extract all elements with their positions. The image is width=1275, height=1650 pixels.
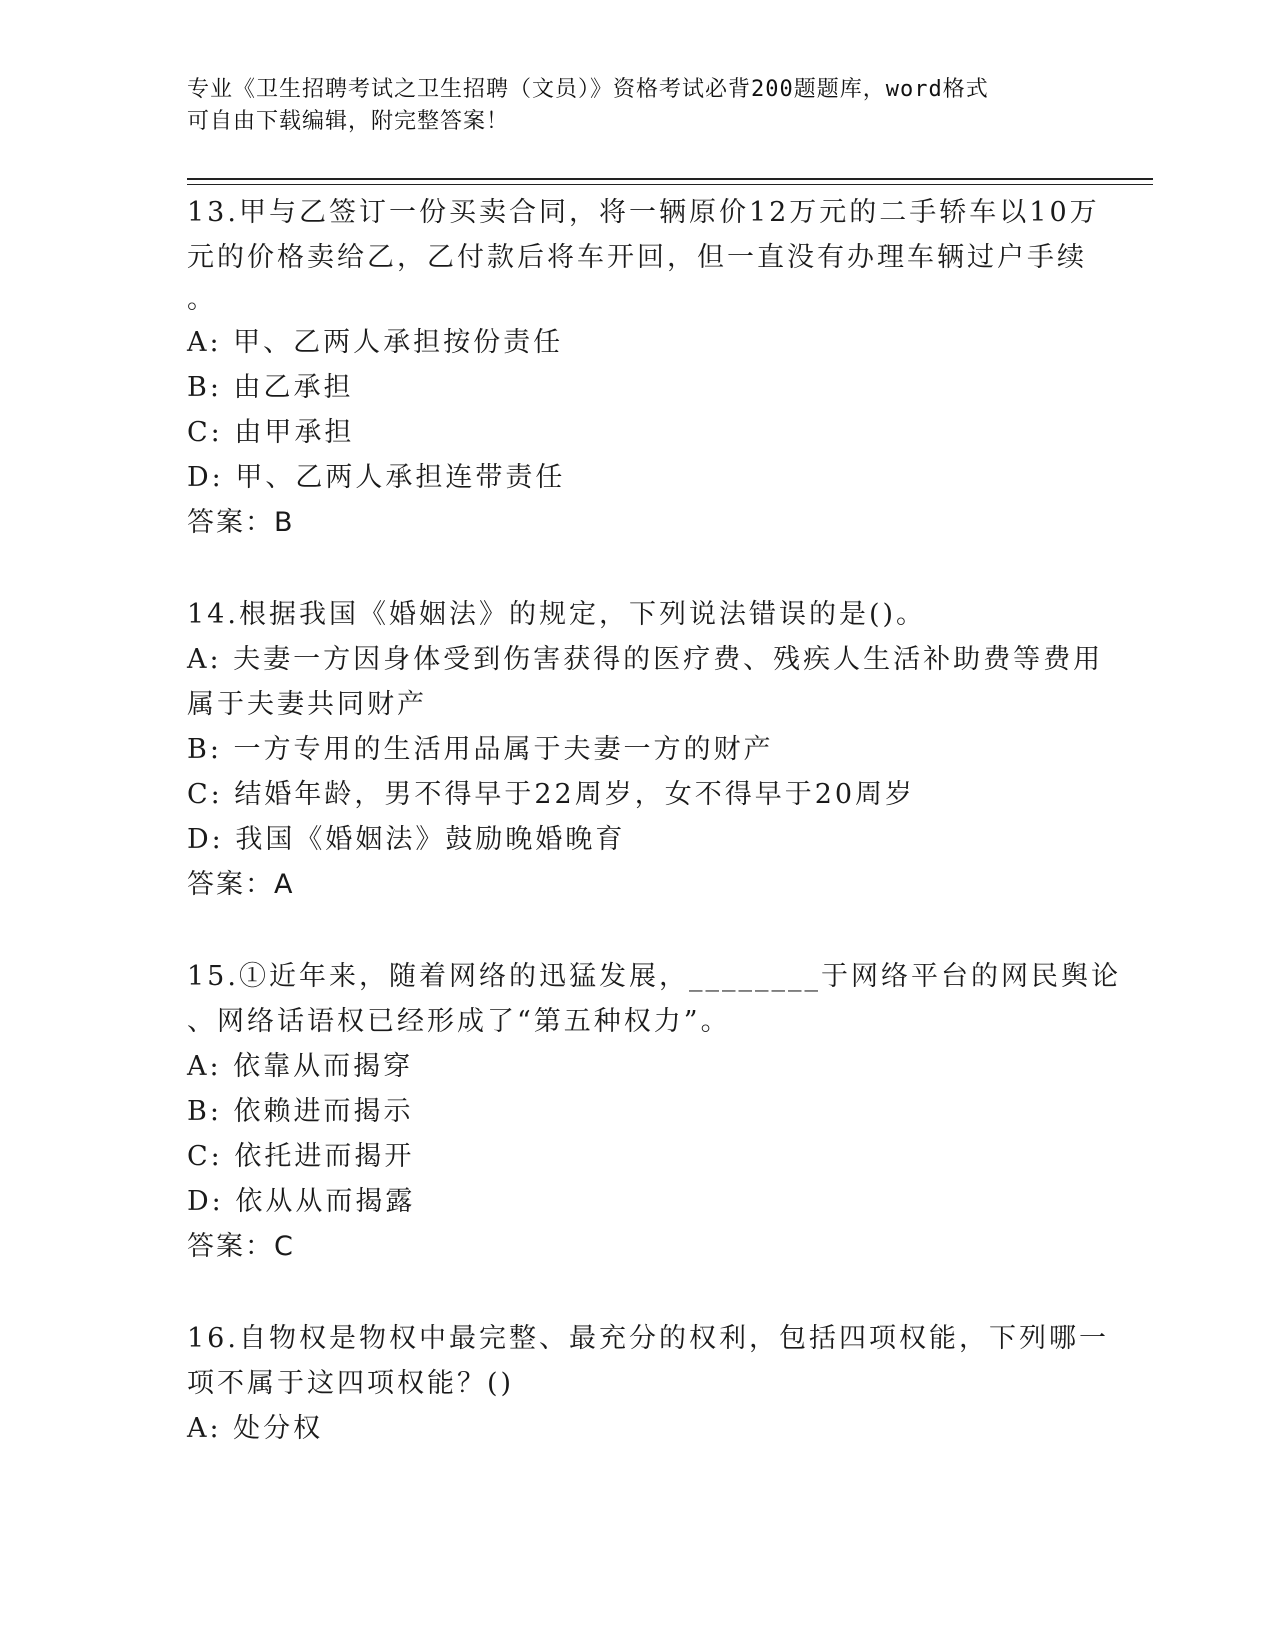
option-c: C: 结婚年龄，男不得早于22周岁，女不得早于20周岁 (187, 779, 916, 810)
header-line-2: 可自由下载编辑，附完整答案！ (187, 109, 510, 134)
question-stem-line: 14.根据我国《婚姻法》的规定，下列说法错误的是()。 (187, 599, 927, 630)
answer-label: 答案：B (187, 507, 295, 538)
option-a: A: 甲、乙两人承担按份责任 (187, 327, 564, 358)
option-c: C: 由甲承担 (187, 417, 355, 448)
question-stem-line: 15.①近年来，随着网络的迅猛发展，________于网络平台的网民舆论 (187, 961, 1121, 992)
question-14 (187, 592, 1104, 907)
question-list (187, 190, 1121, 1451)
option-a: A: 依靠从而揭穿 (187, 1051, 414, 1082)
document-header (187, 74, 1067, 138)
option-b: B: 一方专用的生活用品属于夫妻一方的财产 (187, 734, 774, 765)
option-d: D: 依从从而揭露 (187, 1186, 416, 1217)
option-b: B: 依赖进而揭示 (187, 1096, 414, 1127)
header-rule-thin (187, 184, 1153, 185)
answer-label: 答案：A (187, 869, 295, 900)
option-b: B: 由乙承担 (187, 372, 354, 403)
option-c: C: 依托进而揭开 (187, 1141, 415, 1172)
question-15 (187, 954, 1121, 1269)
question-stem-line: 13.甲与乙签订一份买卖合同，将一辆原价12万元的二手轿车以10万 (187, 197, 1100, 228)
header-line-1: 专业《卫生招聘考试之卫生招聘（文员）》资格考试必背200题题库，word格式 (187, 77, 989, 102)
header-rule-thick (187, 178, 1153, 180)
option-d: D: 我国《婚姻法》鼓励晚婚晚育 (187, 824, 626, 855)
question-stem-line: 元的价格卖给乙，乙付款后将车开回，但一直没有办理车辆过户手续 (187, 242, 1087, 273)
question-stem-line: 、网络话语权已经形成了“第五种权力”。 (187, 1006, 731, 1037)
question-stem-line: 16.自物权是物权中最完整、最充分的权利，包括四项权能，下列哪一 (187, 1323, 1109, 1354)
answer-label: 答案：C (187, 1231, 295, 1262)
question-16 (187, 1316, 1109, 1451)
option-a: A: 夫妻一方因身体受到伤害获得的医疗费、残疾人生活补助费等费用 (187, 644, 1104, 675)
question-stem-line: 项不属于这四项权能？() (187, 1368, 515, 1399)
option-a-continued: 属于夫妻共同财产 (187, 689, 427, 720)
option-d: D: 甲、乙两人承担连带责任 (187, 462, 566, 493)
question-13 (187, 190, 1100, 545)
question-stem-line: 。 (187, 284, 217, 315)
option-a: A: 处分权 (187, 1413, 324, 1444)
